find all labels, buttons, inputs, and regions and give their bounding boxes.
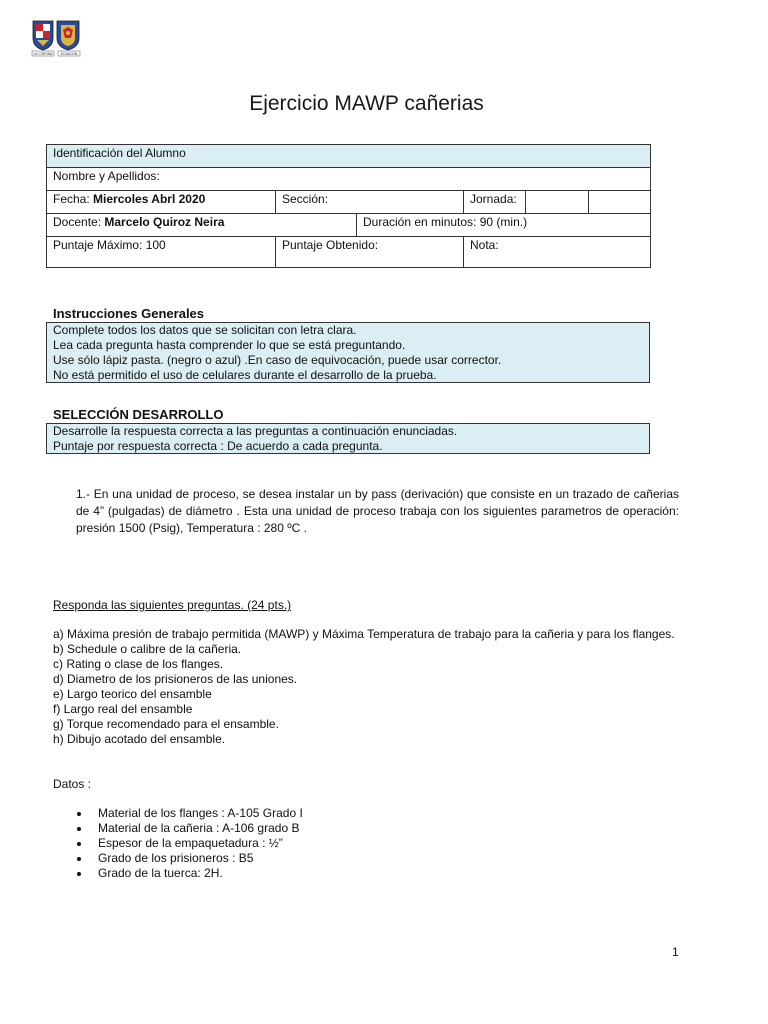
jornada-label: Jornada: xyxy=(464,191,526,214)
seleccion-line: Desarrolle la respuesta correcta a las preguntas a continuación enunciadas. xyxy=(53,424,458,438)
list-item: h) Dibujo acotado del ensamble. xyxy=(53,732,226,746)
svg-text:LA CORONA: LA CORONA xyxy=(33,52,53,57)
list-item: Material de los flanges : A-105 Grado I xyxy=(98,806,303,820)
list-item: g) Torque recomendado para el ensamble. xyxy=(53,717,279,731)
fecha-value: Miercoles Abrl 2020 xyxy=(93,192,206,206)
shield-crest-icon xyxy=(30,18,82,58)
docente-cell: Docente: Marcelo Quiroz Neira xyxy=(47,214,357,237)
list-item: b) Schedule o calibre de la cañeria. xyxy=(53,642,242,656)
puntaje-obtenido-field[interactable]: Puntaje Obtenido: xyxy=(276,237,464,268)
instrucciones-title: Instrucciones Generales xyxy=(53,306,205,321)
datos-label: Datos : xyxy=(53,777,92,791)
question-1: 1.- En una unidad de proceso, se desea instalar un by pass (derivación) que consiste en un trazado de cañerias de 4” (pulgadas) de diámetro . Esta una unidad de proceso trabaja con los siguientes parametros de operación: presión 1500 (Psig), Temperatura : 280 ºC . xyxy=(76,487,679,535)
instruccion-line: Use sólo lápiz pasta. (negro o azul) .En caso de equivocación, puede usar corrector. xyxy=(53,353,502,367)
duracion-cell: Duración en minutos: 90 (min.) xyxy=(357,214,651,237)
instruccion-line: No está permitido el uso de celulares durante el desarrollo de la prueba. xyxy=(53,368,437,382)
list-item: f) Largo real del ensamble xyxy=(53,702,193,716)
seleccion-box xyxy=(46,423,650,454)
jornada-field-1[interactable] xyxy=(526,191,589,214)
fecha-cell: Fecha: Miercoles Abrl 2020 xyxy=(47,191,276,214)
list-item: Grado de los prisioneros : B5 xyxy=(98,851,303,866)
list-item: Espesor de la empaquetadura : ½” xyxy=(98,836,303,851)
name-field[interactable]: Nombre y Apellidos: xyxy=(47,168,651,191)
list-item: e) Largo teorico del ensamble xyxy=(53,687,212,701)
university-logo xyxy=(30,18,82,58)
list-item: a) Máxima presión de trabajo permitida (MAWP) y Máxima Temperatura de trabajo para la cañeria y para los flanges. xyxy=(53,627,675,641)
list-item: c) Rating o clase de los flanges. xyxy=(53,657,224,671)
responda-heading: Responda las siguientes preguntas. (24 pts.) xyxy=(53,598,292,612)
list-item: Material de la cañeria : A-106 grado B xyxy=(98,821,303,836)
student-id-table xyxy=(46,144,651,268)
nota-field[interactable]: Nota: xyxy=(464,237,651,268)
instruccion-line: Complete todos los datos que se solicitan con letra clara. xyxy=(53,323,357,337)
seccion-field[interactable]: Sección: xyxy=(276,191,464,214)
jornada-field-2[interactable] xyxy=(589,191,651,214)
svg-text:ECUACION: ECUACION xyxy=(60,52,78,57)
list-item: Grado de la tuerca: 2H. xyxy=(98,866,303,881)
docente-value: Marcelo Quiroz Neira xyxy=(104,215,225,229)
question-list xyxy=(53,627,679,747)
page-title: Ejercicio MAWP cañerias xyxy=(249,92,484,115)
list-item: d) Diametro de los prisioneros de las uniones. xyxy=(53,672,298,686)
id-table-header: Identificación del Alumno xyxy=(47,145,651,168)
page-number: 1 xyxy=(672,945,679,959)
instruccion-line: Lea cada pregunta hasta comprender lo que se está preguntando. xyxy=(53,338,406,352)
datos-list xyxy=(98,806,303,881)
seleccion-line: Puntaje por respuesta correcta : De acuerdo a cada pregunta. xyxy=(53,439,383,453)
puntaje-maximo: Puntaje Máximo: 100 xyxy=(47,237,276,268)
instrucciones-box xyxy=(46,322,650,383)
seleccion-title: SELECCIÓN DESARROLLO xyxy=(53,407,224,422)
